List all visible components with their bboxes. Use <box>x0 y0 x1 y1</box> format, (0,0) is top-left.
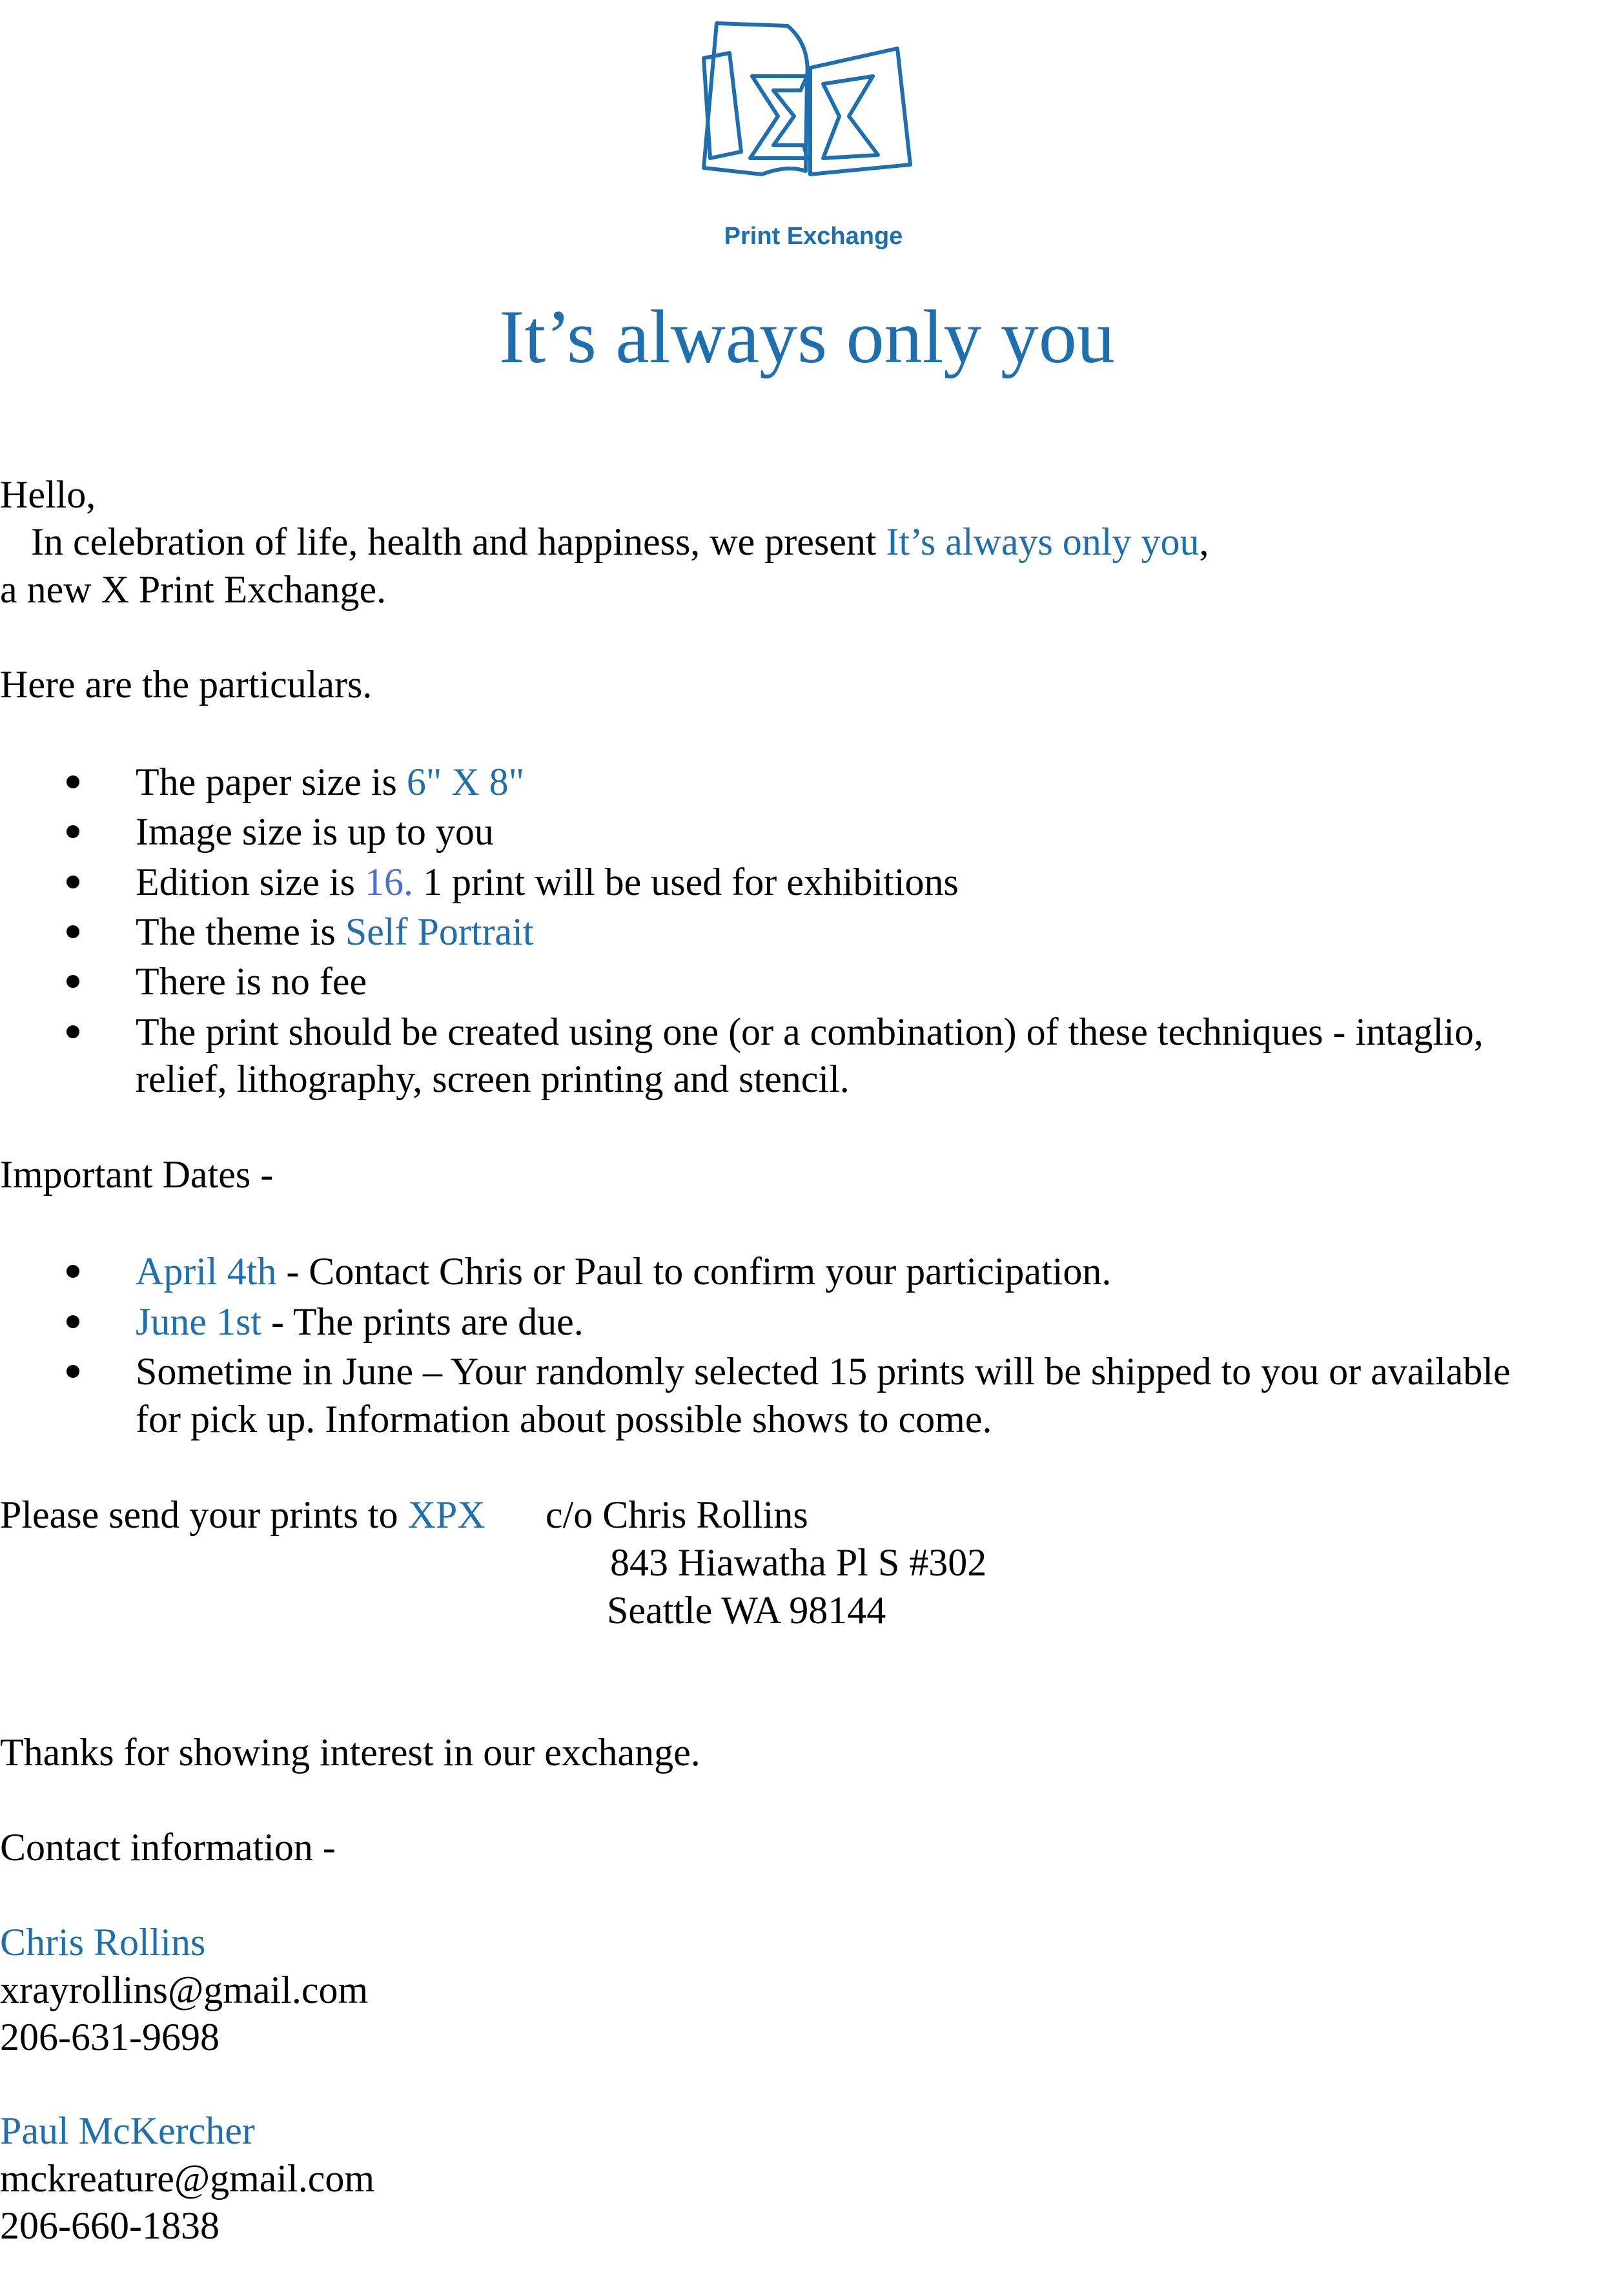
bullet <box>66 1025 79 1038</box>
intro-line-1 <box>31 518 1209 565</box>
item-text: There is no fee <box>136 960 367 1003</box>
item-text: The paper size is <box>136 761 407 803</box>
intro-line-2: a new X Print Exchange. <box>0 568 387 611</box>
bullet <box>66 925 79 938</box>
logo-x-left <box>750 76 807 158</box>
item-text: - Contact Chris or Paul to confirm your participation. <box>276 1250 1112 1293</box>
bullet <box>66 1265 79 1278</box>
item-text: - The prints are due. <box>261 1300 584 1343</box>
thanks-line: Thanks for showing interest in our exchange. <box>0 1731 700 1774</box>
item-text: Sometime in June – Your randomly selected 15 prints will be shipped to you or available <box>136 1350 1511 1393</box>
item-text: for pick up. Information about possible shows to come. <box>136 1398 992 1440</box>
bullet <box>66 1365 79 1378</box>
shipping-line <box>0 1491 485 1538</box>
particulars-heading: Here are the particulars. <box>0 663 373 706</box>
theme: Self Portrait <box>345 910 534 953</box>
bullet <box>66 1315 79 1328</box>
contact-heading: Contact information - <box>0 1826 336 1869</box>
item-text: The theme is <box>136 910 345 953</box>
greeting: Hello, <box>0 473 96 516</box>
edition-size: 16. <box>364 861 413 903</box>
dates-heading: Important Dates - <box>0 1153 274 1196</box>
bullet <box>66 775 79 788</box>
item-text: Edition size is <box>136 861 365 903</box>
contact-email[interactable]: xrayrollins@gmail.com <box>0 1969 369 2011</box>
contact-email[interactable]: mckreature@gmail.com <box>0 2157 375 2200</box>
address-care-of: c/o Chris Rollins <box>546 1493 808 1536</box>
bullet <box>66 825 79 838</box>
page-title: It’s always only you <box>499 294 1115 379</box>
item-text: 1 print will be used for exhibitions <box>413 861 959 903</box>
intro-text: In celebration of life, health and happiness, we present <box>31 520 886 563</box>
contact-name: Paul McKercher <box>0 2109 255 2152</box>
item-text: The print should be created using one (or a combination) of these techniques - intaglio, <box>136 1010 1484 1053</box>
x-print-exchange-logo <box>691 19 936 181</box>
contact-phone: 206-660-1838 <box>0 2204 220 2247</box>
contact-phone: 206-631-9698 <box>0 2016 220 2058</box>
xpx-label: XPX <box>407 1493 485 1536</box>
item-text: Image size is up to you <box>136 810 494 853</box>
date: June 1st <box>136 1300 261 1343</box>
shipping-text: Please send your prints to <box>0 1493 408 1536</box>
exchange-title: It’s always only you <box>886 520 1200 563</box>
contact-name: Chris Rollins <box>0 1921 206 1963</box>
paper-size: 6" X 8" <box>406 761 525 803</box>
intro-comma: , <box>1199 520 1209 563</box>
item-text: relief, lithography, screen printing and stencil. <box>136 1058 850 1100</box>
logo-x-right <box>823 76 878 158</box>
bullet <box>66 876 79 888</box>
address-street: 843 Hiawatha Pl S #302 <box>610 1541 987 1584</box>
logo-caption: Print Exchange <box>724 223 903 250</box>
bullet <box>66 975 79 988</box>
address-city: Seattle WA 98144 <box>607 1589 886 1632</box>
date: April 4th <box>136 1250 277 1293</box>
